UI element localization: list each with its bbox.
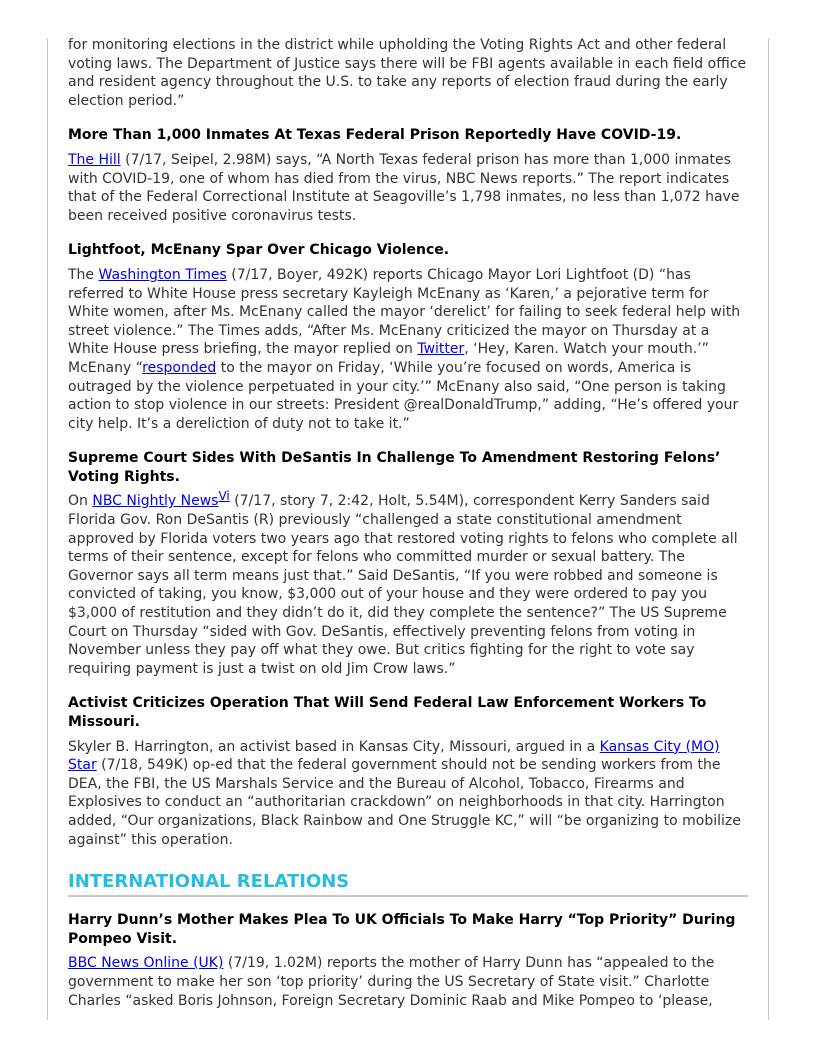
source-link-washington-times[interactable]: Washington Times [98, 266, 227, 283]
newsletter-content [68, 36, 748, 1026]
article-desantis-felons [68, 449, 748, 678]
page-border-left [47, 38, 48, 1020]
article-inmates-covid [68, 126, 748, 225]
article-headline: More Than 1,000 Inmates At Texas Federal Prison Reportedly Have COVID-19. [68, 127, 682, 144]
page-border-right [768, 38, 769, 1020]
article-headline: Activist Criticizes Operation That Will Send Federal Law Enforcement Workers To Missouri. [68, 695, 707, 730]
article-text: (7/17, Boyer, 492K) reports Chicago Mayor Lori Lightfoot (D) “has referred to White House press secretary Kayleigh McEnany as ‘Karen,’ a pejorative term for White women, after Ms. McEnany called the mayor ‘derelict’ for failing to seek federal help with street violence.” The Times adds, “After Ms. McEnany criticized the mayor on Thursday at a White House press briefing, the mayor replied on [68, 266, 741, 358]
article-body [68, 151, 748, 225]
source-link-kansas-city-star[interactable]: Kansas City (MO) Star [68, 738, 720, 774]
article-text: to the mayor on Friday, ‘While you’re focused on words, America is outraged by the violence perpetuated in your city.’” McEnany also said, “One person is taking action to stop violence in our streets: President @realDonaldTrump,” adding, “He’s offered your city help. It’s a dereliction of duty not to take it.” [68, 359, 739, 432]
article-text: On [68, 493, 93, 510]
article-body [68, 489, 748, 678]
article-text: (7/17, Seipel, 2.98M) says, “A North Texas federal prison has more than 1,000 inmates with COVID-19, one of whom has died from the virus, NBC News reports.” The report indicates that of the Federal Correctional Institute at Seagoville’s 1,798 inmates, no less than 1,072 have been received positive coronavirus tests. [68, 151, 740, 224]
article-text: (7/18, 549K) op-ed that the federal government should not be sending workers from the DEA, the FBI, the US Marshals Service and the Bureau of Alcohol, Tobacco, Firearms and Explosives to conduct an “authoritarian crackdown” on neighborhoods in that city. Harrington added, “Our organizations, Black Rainbow and One Struggle KC,” will “be organizing to mobilize against” this operation. [68, 757, 741, 848]
article-body [68, 738, 748, 850]
article-text: (7/17, story 7, 2:42, Holt, 5.54M), correspondent Kerry Sanders said Florida Gov. Ron DeSantis (R) previously “challenged a state constitutional amendment approved by Florida voters two years ago that restored voting rights to felons who complete all terms of their sentence, except for felons who committed murder or sexual battery. The Governor says all term means just that.” Said DeSantis, “If you were robbed and someone is convicted of taking, you know, $3,000 out of your house and they were ordered to pay you $3,000 of restitution and they didn’t do it, did they complete the sentence?” The US Supreme Court on Thursday “sided with Gov. DeSantis, effectively preventing felons from voting in November unless they pay off what they owe. But critics fighting for the right to vote say requiring payment is just a twist on old Jim Crow laws.” [68, 493, 738, 677]
intro-paragraph: for monitoring elections in the district while upholding the Voting Rights Act and other federal voting laws. The Department of Justice says there will be FBI agents available in each field office and resident agency throughout the U.S. to take any reports of election fraud during the early election period.” [68, 37, 747, 109]
article-body [68, 954, 748, 1010]
article-text: Skyler B. Harrington, an activist based in Kansas City, Missouri, argued in a [68, 738, 600, 755]
article-text: The [68, 266, 99, 283]
article-text: , ‘Hey, Karen. Watch your mouth.’” McEnany “ [68, 341, 709, 376]
source-link-nbc-nightly-news[interactable]: NBC Nightly News [92, 493, 219, 510]
responded-link[interactable]: responded [142, 359, 217, 376]
article-headline: Harry Dunn’s Mother Makes Plea To UK Officials To Make Harry “Top Priority” During Pompeo Visit. [68, 912, 736, 947]
source-link-the-hill[interactable]: The Hill [68, 151, 121, 168]
section-title-international-relations: INTERNATIONAL RELATIONS [68, 871, 748, 897]
article-headline: Lightfoot, McEnany Spar Over Chicago Violence. [68, 242, 450, 259]
article-harry-dunn [68, 911, 748, 1010]
article-body [68, 266, 748, 433]
article-activist-missouri [68, 694, 748, 849]
source-link-bbc-news-online[interactable]: BBC News Online (UK) [68, 955, 224, 972]
article-lightfoot-mcenany [68, 241, 748, 433]
twitter-link[interactable]: Twitter [417, 341, 465, 358]
article-headline: Supreme Court Sides With DeSantis In Challenge To Amendment Restoring Felons’ Voting Rights. [68, 450, 721, 485]
article-text: (7/19, 1.02M) reports the mother of Harry Dunn has “appealed to the government to make her son ‘top priority’ during the US Secretary of State visit.” Charlotte Charles “asked Boris Johnson, Foreign Secretary Dominic Raab and Mike Pompeo to ‘please, [68, 955, 715, 1009]
video-link-icon[interactable]: Vi [218, 489, 230, 504]
